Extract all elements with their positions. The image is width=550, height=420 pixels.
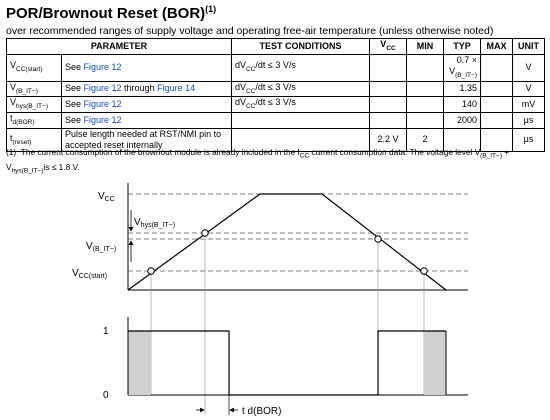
row-unit: V (513, 54, 545, 81)
symbol-main: t (10, 132, 13, 143)
figure-link-2[interactable]: Figure 14 (157, 83, 196, 94)
footnote-text-b: current consumption data. The voltage level V (309, 147, 481, 157)
cond-sub: CC (246, 103, 256, 111)
footnote-text-a: The current consumption of the brownout module is already included in the I (20, 147, 300, 157)
vcc-waveform (128, 194, 446, 290)
marker-vcc-start-fall (421, 268, 427, 274)
typ-sub: (B_IT−) (455, 71, 477, 79)
desc-text: See (65, 62, 84, 73)
typ-main: V (449, 65, 456, 76)
figure-link[interactable]: Figure 12 (83, 115, 122, 126)
desc-text: Pulse length needed at (65, 128, 160, 139)
row-unit: V (513, 81, 545, 97)
cond-sub: CC (246, 87, 256, 95)
row-typ: 1.35 (444, 81, 481, 97)
rst-overline-text: $\overline{RST}$ (159, 128, 178, 139)
marker-bit-rise (202, 230, 208, 236)
label-zero: 0 (103, 390, 109, 401)
cond-text-post: /dt ≤ 3 V/s (255, 60, 296, 71)
figure-link[interactable]: Figure 12 (83, 83, 122, 94)
header-vcc-main: V (380, 39, 387, 49)
undefined-region-right (424, 331, 446, 395)
label-vbit: $V_{(B\_IT-)}$ (86, 241, 117, 253)
row-unit: mV (513, 97, 545, 113)
cond-text: dV (235, 81, 247, 92)
desc-text: See (65, 115, 84, 126)
footnote-marker: (1) (6, 147, 17, 157)
row-vcc: 2.2 V (370, 128, 407, 151)
cond-text: dV (235, 97, 247, 108)
header-max: MAX (481, 39, 513, 55)
symbol-main: V (10, 97, 17, 108)
label-vcc-start: $V_{CC(start)}$ (72, 268, 108, 280)
header-unit: UNIT (513, 39, 545, 55)
label-vhys: $V_{hys(B\_IT-)}$ (134, 217, 176, 229)
row-unit: μs (513, 113, 545, 129)
subtitle: over recommended ranges of supply voltage and operating free-air temperature (unless otherwise noted) (6, 25, 494, 37)
symbol-main: V (10, 60, 17, 71)
symbol-main: t (10, 113, 13, 124)
footnote-text-d: is ≤ 1.8 V. (43, 161, 80, 172)
header-vcc-sub: CC (386, 44, 396, 52)
footnote-text-c: + V (6, 147, 510, 172)
row-typ: 140 (444, 97, 481, 113)
row-min: 2 (407, 128, 444, 151)
symbol-sub: d(BOR) (12, 118, 35, 126)
reset-waveform (128, 331, 446, 395)
desc-text: See (65, 99, 84, 110)
typ-line1: 0.7 × (456, 54, 477, 65)
footnote-sub-c: hys(B_IT−) (11, 167, 44, 175)
symbol-sub: (reset) (12, 138, 32, 146)
header-typ: TYP (444, 39, 481, 55)
label-one: 1 (103, 326, 109, 337)
desc-line2: accepted reset internally (65, 139, 163, 150)
cond-sub: CC (246, 66, 256, 74)
cond-text: dV (235, 60, 247, 71)
figure-link[interactable]: Figure 12 (83, 62, 122, 73)
figure-link[interactable]: Figure 12 (83, 99, 122, 110)
header-min: MIN (407, 39, 444, 55)
row-unit: μs (513, 128, 545, 151)
marker-bit-fall (375, 236, 381, 242)
marker-vcc-start-rise (148, 268, 154, 274)
desc-text: See (65, 83, 84, 94)
footnote-sub-b: (B_IT−) (480, 152, 502, 160)
title-footnote-marker: (1) (205, 4, 217, 14)
symbol-sub: CC(start) (16, 66, 43, 74)
symbol-sub: hys(B_IT−) (16, 103, 48, 111)
label-td-bor: t d(BOR) (242, 406, 282, 417)
undefined-region-left (128, 331, 151, 395)
header-parameter: PARAMETER (7, 39, 232, 55)
symbol-main: V (10, 81, 17, 92)
title-text: POR/Brownout Reset (BOR) (6, 5, 206, 22)
desc-text-post: /NMI pin to (177, 128, 222, 139)
cond-text-post: /dt ≤ 3 V/s (255, 81, 296, 92)
footnote-sub-a: CC (299, 152, 310, 160)
cond-text-post: /dt ≤ 3 V/s (255, 97, 296, 108)
symbol-sub: (B_IT−) (16, 87, 38, 95)
header-test-conditions: TEST CONDITIONS (232, 39, 370, 55)
label-vcc: $V_{CC}$ (98, 191, 115, 203)
row-typ: 2000 (444, 113, 481, 129)
desc-text-mid: through (121, 83, 158, 94)
